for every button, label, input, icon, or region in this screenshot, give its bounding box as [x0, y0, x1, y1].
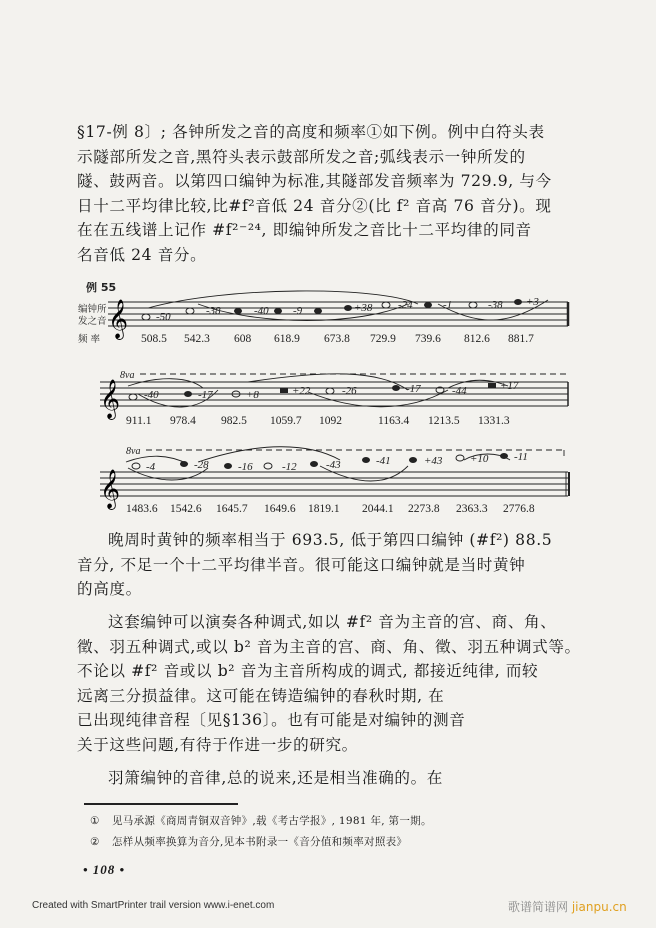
page-number: • 108 • — [83, 862, 126, 877]
text-line: 的高度。 — [77, 580, 142, 598]
text-line: 关于这些问题,有待于作进一步的研究。 — [77, 735, 358, 754]
frequencies-system-2 — [126, 415, 510, 427]
svg-text:911.1: 911.1 — [126, 415, 152, 427]
svg-text:1092: 1092 — [319, 415, 342, 427]
text-line: 名音低 24 音分。 — [77, 245, 207, 264]
svg-text:-1: -1 — [443, 299, 453, 311]
svg-text:2363.3: 2363.3 — [456, 503, 488, 515]
svg-text:+17: +17 — [500, 380, 519, 392]
svg-text:-40: -40 — [254, 305, 269, 317]
paragraph-modes — [77, 610, 582, 757]
svg-text:2273.8: 2273.8 — [408, 503, 440, 515]
svg-text:-38: -38 — [488, 299, 503, 311]
svg-text:673.8: 673.8 — [324, 333, 350, 345]
treble-clef-icon: 𝄞 — [100, 379, 121, 419]
svg-text:-11: -11 — [514, 451, 528, 463]
svg-text:2044.1: 2044.1 — [362, 503, 394, 515]
svg-text:739.6: 739.6 — [415, 333, 441, 345]
paragraph-intro — [77, 120, 582, 267]
frequencies-system-1 — [141, 333, 534, 345]
svg-text:-16: -16 — [238, 461, 253, 473]
svg-text:-43: -43 — [326, 459, 341, 471]
svg-text:-28: -28 — [194, 459, 209, 471]
svg-text:-44: -44 — [452, 385, 467, 397]
svg-text:-9: -9 — [293, 305, 303, 317]
svg-text:+10: +10 — [470, 453, 489, 465]
svg-text:-17: -17 — [198, 389, 213, 401]
svg-text:+38: +38 — [354, 302, 373, 314]
text-line: 徵、羽五种调式,或以 b² 音为主音的宫、商、角、徵、羽五种调式等。 — [77, 637, 581, 656]
svg-text:+3: +3 — [526, 296, 539, 308]
svg-text:2776.8: 2776.8 — [503, 503, 535, 515]
text-line: 不论以 #f² 音或以 b² 音为主音所构成的调式, 都接近纯律, 而较 — [77, 662, 539, 680]
treble-clef-icon: 𝄞 — [100, 469, 121, 509]
text-line: 示隧部所发之音,黑符头表示鼓部所发之音;弧线表示一钟所发的 — [77, 147, 526, 166]
svg-text:812.6: 812.6 — [464, 333, 490, 345]
example-title: 例 55 — [86, 282, 117, 294]
noteheads-system-2 — [129, 383, 496, 400]
footnote-1: ① 见马承源《商周青铜双音钟》,载《考古学报》, 1981 年, 第一期。 — [90, 815, 432, 827]
svg-text:618.9: 618.9 — [274, 333, 300, 345]
svg-text:-17: -17 — [406, 383, 421, 395]
svg-text:1649.6: 1649.6 — [264, 503, 296, 515]
svg-text:-50: -50 — [156, 311, 171, 323]
ottava-mark: 8va — [126, 446, 141, 457]
svg-text:729.9: 729.9 — [370, 333, 396, 345]
svg-text:+22: +22 — [292, 385, 311, 397]
footnote-divider — [84, 803, 238, 805]
music-example-55 — [78, 282, 578, 522]
svg-text:1213.5: 1213.5 — [428, 415, 460, 427]
svg-text:1645.7: 1645.7 — [216, 503, 248, 515]
svg-text:1163.4: 1163.4 — [378, 415, 410, 427]
svg-text:+43: +43 — [424, 455, 443, 467]
text-line: 在在五线谱上记作 #f²⁻²⁴, 即编钟所发之音比十二平均律的同音 — [77, 221, 532, 239]
text-line: 羽箫编钟的音律,总的说来,还是相当准确的。在 — [108, 769, 443, 787]
paragraph-huangzhong — [77, 528, 582, 602]
cent-deviations-system-2 — [144, 380, 519, 401]
text-line: 这套编钟可以演奏各种调式,如以 #f² 音为主音的宫、商、角、 — [108, 613, 557, 631]
text-line: 音分, 不足一个十二平均律半音。很可能这口编钟就是当时黄钟 — [77, 555, 526, 574]
svg-text:-24: -24 — [398, 299, 413, 311]
svg-text:1059.7: 1059.7 — [270, 415, 302, 427]
text-line: §17-例 8〕; 各钟所发之音的高度和频率①如下例。例中白符头表 — [77, 123, 545, 141]
text-line: 隧、鼓两音。以第四口编钟为标准,其隧部发音频率为 729.9, 与今 — [77, 172, 552, 190]
svg-text:608: 608 — [234, 333, 252, 345]
svg-text:982.5: 982.5 — [221, 415, 247, 427]
text-line: 已出现纯律音程〔见§136〕。也有可能是对编钟的测音 — [77, 711, 466, 729]
svg-text:-12: -12 — [282, 461, 297, 473]
svg-text:-4: -4 — [146, 461, 156, 473]
svg-text:508.5: 508.5 — [141, 333, 167, 345]
svg-text:-41: -41 — [376, 455, 391, 467]
text-line: 晚周时黄钟的频率相当于 693.5, 低于第四口编钟 (#f²) 88.5 — [108, 531, 553, 549]
noteheads-system-3 — [132, 453, 508, 469]
row-label-pitch-2: 发之音 — [78, 316, 107, 327]
svg-text:-26: -26 — [342, 385, 357, 397]
svg-text:-40: -40 — [144, 389, 159, 401]
staff-system-3 — [100, 447, 569, 496]
ottava-mark: 8va — [120, 370, 135, 381]
svg-text:978.4: 978.4 — [170, 415, 196, 427]
paragraph-conclusion — [77, 766, 582, 791]
text-line: 日十二平均律比较,比#f²音低 24 音分②(比 f² 音高 76 音分)。现 — [77, 196, 552, 215]
frequencies-system-3 — [126, 503, 535, 515]
footnotes — [90, 811, 432, 853]
svg-text:1331.3: 1331.3 — [478, 415, 510, 427]
svg-text:1542.6: 1542.6 — [170, 503, 202, 515]
treble-clef-icon: 𝄞 — [108, 299, 129, 339]
cent-deviations-system-3 — [146, 451, 528, 473]
footnote-2: ② 怎样从频率换算为音分,见本书附录一《音分值和频率对照表》 — [90, 836, 408, 848]
svg-text:-38: -38 — [206, 305, 221, 317]
svg-text:542.3: 542.3 — [184, 333, 210, 345]
svg-text:1483.6: 1483.6 — [126, 503, 158, 515]
text-line: 远离三分损益律。这可能在铸造编钟的春秋时期, 在 — [77, 686, 445, 705]
svg-text:1819.1: 1819.1 — [308, 503, 340, 515]
row-label-pitch-1: 编钟所 — [78, 304, 107, 315]
watermark-jianpu: 歌谱简谱网 jianpu.cn — [508, 900, 627, 914]
svg-text:881.7: 881.7 — [508, 333, 534, 345]
row-label-frequency: 频 率 — [78, 334, 101, 345]
watermark-smartprinter: Created with SmartPrinter trail version www.i-enet.com — [32, 900, 275, 911]
svg-text:+8: +8 — [246, 389, 259, 401]
